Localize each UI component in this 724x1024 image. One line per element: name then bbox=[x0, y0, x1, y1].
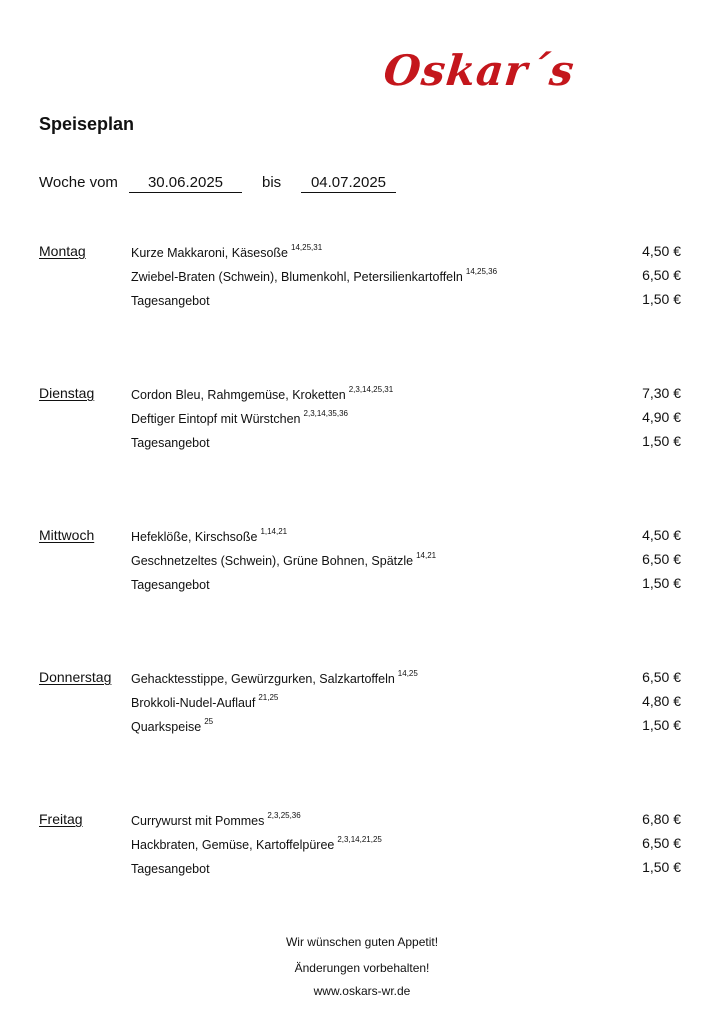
footer-disclaimer: Änderungen vorbehalten! bbox=[294, 961, 430, 975]
menu-item bbox=[0, 432, 724, 454]
menu-item bbox=[0, 290, 724, 312]
allergen-codes: 2,3,14,25,31 bbox=[348, 385, 394, 394]
week-label: Woche vom bbox=[39, 174, 118, 191]
day-section-mittwoch bbox=[0, 526, 724, 598]
day-section-montag bbox=[0, 242, 724, 314]
dish-name: Geschnetzeltes (Schwein), Grüne Bohnen, Spätzle $^{14,21}$ bbox=[131, 551, 437, 568]
menu-item bbox=[0, 266, 724, 288]
day-name: Mittwoch bbox=[39, 527, 95, 543]
dish-name: Brokkoli-Nudel-Auflauf $^{21,25}$ bbox=[131, 693, 279, 710]
menu-item bbox=[0, 858, 724, 880]
dish-name: Hefeklöße, Kirschsoße $^{1,14,21}$ bbox=[131, 527, 288, 544]
menu-item bbox=[0, 384, 724, 406]
dish-name: Quarkspeise $^{25}$ bbox=[131, 717, 214, 734]
allergen-codes: 21,25 bbox=[258, 693, 279, 702]
week-to-label: bis bbox=[262, 174, 282, 191]
day-name: Dienstag bbox=[39, 385, 95, 401]
oskars-logo: Oskar´s bbox=[381, 46, 577, 95]
dish-name: Tagesangebot bbox=[131, 294, 210, 308]
page-title: Speiseplan bbox=[39, 114, 135, 134]
dish-name: Tagesangebot bbox=[131, 436, 210, 450]
dish-price: 6,80 € bbox=[642, 811, 681, 827]
dish-name: Hackbraten, Gemüse, Kartoffelpüree $^{2,3,14,21,25}$ bbox=[131, 835, 382, 852]
dish-price: 4,80 € bbox=[642, 693, 681, 709]
day-name: Montag bbox=[39, 243, 86, 259]
menu-item bbox=[0, 550, 724, 572]
allergen-codes: 14,21 bbox=[416, 551, 437, 560]
menu-item bbox=[0, 574, 724, 596]
dish-name: Kurze Makkaroni, Käsesoße $^{14,25,31}$ bbox=[131, 243, 323, 260]
allergen-codes: 25 bbox=[204, 717, 214, 726]
allergen-codes: 14,25 bbox=[397, 669, 418, 678]
menu-item bbox=[0, 526, 724, 548]
dish-price: 6,50 € bbox=[642, 835, 681, 851]
allergen-codes: 2,3,14,35,36 bbox=[303, 409, 348, 418]
day-name: Donnerstag bbox=[39, 669, 112, 685]
dish-price: 4,50 € bbox=[642, 527, 681, 543]
dish-price: 6,50 € bbox=[642, 267, 681, 283]
menu-item bbox=[0, 668, 724, 690]
footer-greeting: Wir wünschen guten Appetit! bbox=[285, 935, 439, 949]
allergen-codes: 2,3,25,36 bbox=[267, 811, 301, 820]
allergen-codes: 2,3,14,21,25 bbox=[337, 835, 382, 844]
dish-price: 1,50 € bbox=[642, 859, 681, 875]
week-start-date: 30.06.2025 bbox=[129, 173, 242, 193]
dish-name: Tagesangebot bbox=[131, 862, 210, 876]
dish-name: Cordon Bleu, Rahmgemüse, Kroketten $^{2,3,14,25,31}$ bbox=[131, 385, 394, 402]
menu-item bbox=[0, 834, 724, 856]
dish-price: 6,50 € bbox=[642, 669, 681, 685]
dish-price: 6,50 € bbox=[642, 551, 681, 567]
dish-price: 1,50 € bbox=[642, 717, 681, 733]
dish-name: Gehacktesstippe, Gewürzgurken, Salzkartoffeln $^{14,25}$ bbox=[131, 669, 418, 686]
dish-name: Zwiebel-Braten (Schwein), Blumenkohl, Petersilienkartoffeln $^{14,25,36}$ bbox=[131, 267, 498, 284]
dish-name: Currywurst mit Pommes $^{2,3,25,36}$ bbox=[131, 811, 301, 828]
menu-item bbox=[0, 408, 724, 430]
footer-website-link[interactable]: www.oskars-wr.de bbox=[313, 984, 411, 998]
dish-name: Deftiger Eintopf mit Würstchen $^{2,3,14,35,36}$ bbox=[131, 409, 348, 426]
day-section-dienstag bbox=[0, 384, 724, 456]
allergen-codes: 1,14,21 bbox=[260, 527, 288, 536]
menu-item bbox=[0, 810, 724, 832]
day-name: Freitag bbox=[39, 811, 83, 827]
week-end-date: 04.07.2025 bbox=[301, 173, 396, 193]
menu-item bbox=[0, 692, 724, 714]
dish-price: 7,30 € bbox=[642, 385, 681, 401]
dish-price: 4,50 € bbox=[642, 243, 681, 259]
dish-name: Tagesangebot bbox=[131, 578, 210, 592]
allergen-codes: 14,25,31 bbox=[291, 243, 323, 252]
menu-item bbox=[0, 242, 724, 264]
allergen-codes: 14,25,36 bbox=[465, 267, 498, 276]
day-section-freitag bbox=[0, 810, 724, 882]
dish-price: 1,50 € bbox=[642, 433, 681, 449]
dish-price: 1,50 € bbox=[642, 291, 681, 307]
dish-price: 1,50 € bbox=[642, 575, 681, 591]
menu-item bbox=[0, 716, 724, 738]
day-section-donnerstag bbox=[0, 668, 724, 740]
dish-price: 4,90 € bbox=[642, 409, 681, 425]
